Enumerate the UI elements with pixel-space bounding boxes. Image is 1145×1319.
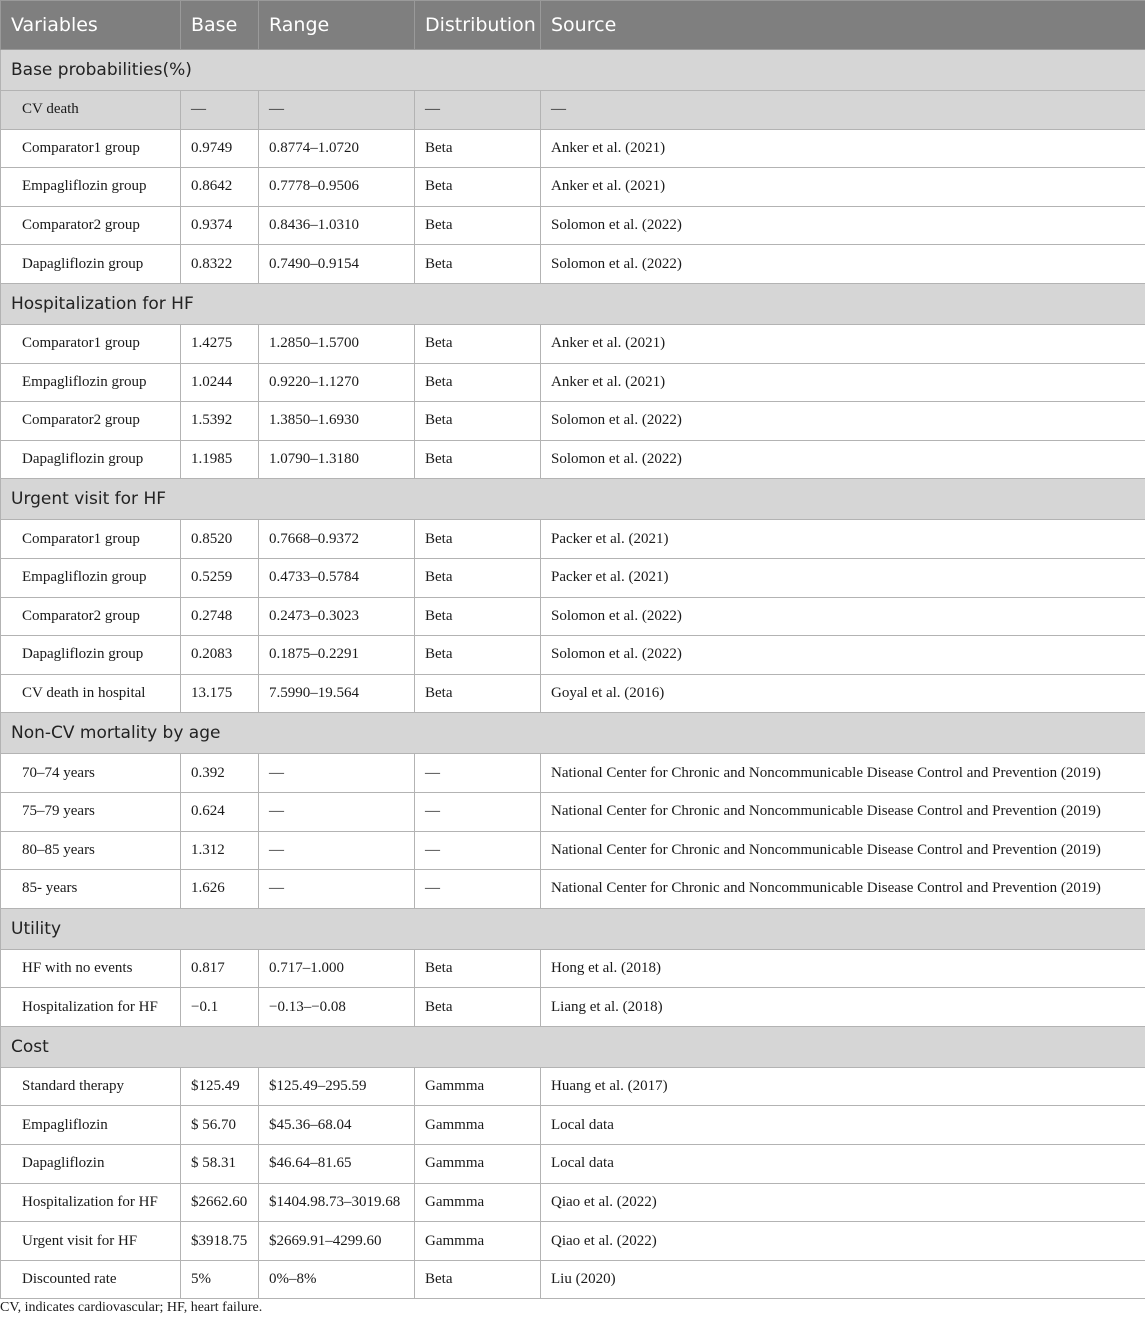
source-cell: Liang et al. (2018) [541, 988, 1145, 1027]
base-cell: 1.5392 [181, 402, 259, 441]
range-cell: $46.64–81.65 [259, 1145, 415, 1184]
variable-cell: 70–74 years [1, 754, 181, 793]
section-header-row [1, 1026, 1145, 1067]
variable-cell: HF with no events [1, 949, 181, 988]
base-cell: −0.1 [181, 988, 259, 1027]
base-cell: 0.392 [181, 754, 259, 793]
variable-cell: 80–85 years [1, 831, 181, 870]
table-row [1, 440, 1145, 479]
variable-cell: Comparator1 group [1, 520, 181, 559]
distribution-cell: — [415, 870, 541, 909]
table-row [1, 870, 1145, 909]
distribution-cell: Beta [415, 402, 541, 441]
table-row [1, 1145, 1145, 1184]
range-cell: — [259, 754, 415, 793]
range-cell: 0.7778–0.9506 [259, 168, 415, 207]
source-cell: Anker et al. (2021) [541, 129, 1145, 168]
section-header-row [1, 50, 1145, 91]
base-cell: $3918.75 [181, 1222, 259, 1261]
distribution-cell: Gammma [415, 1183, 541, 1222]
variable-cell: CV death in hospital [1, 674, 181, 713]
range-cell: 0.4733–0.5784 [259, 558, 415, 597]
table-row [1, 245, 1145, 284]
source-cell: Solomon et al. (2022) [541, 245, 1145, 284]
base-cell: 0.9374 [181, 206, 259, 245]
range-cell: — [259, 870, 415, 909]
base-cell: 1.312 [181, 831, 259, 870]
range-cell: 0.7490–0.9154 [259, 245, 415, 284]
table-row [1, 1222, 1145, 1261]
distribution-cell: Beta [415, 949, 541, 988]
table-row [1, 1183, 1145, 1222]
base-cell: 1.0244 [181, 363, 259, 402]
column-header-variables: Variables [1, 1, 181, 50]
table-row [1, 636, 1145, 675]
table-row [1, 168, 1145, 207]
distribution-cell: Beta [415, 363, 541, 402]
base-cell: 1.626 [181, 870, 259, 909]
table-row [1, 674, 1145, 713]
variable-cell: 75–79 years [1, 792, 181, 831]
range-cell: 7.5990–19.564 [259, 674, 415, 713]
range-cell: 0.8774–1.0720 [259, 129, 415, 168]
variable-cell: Dapagliflozin group [1, 440, 181, 479]
distribution-cell: Beta [415, 168, 541, 207]
range-cell: 0.1875–0.2291 [259, 636, 415, 675]
variable-cell: 85- years [1, 870, 181, 909]
variable-cell: Dapagliflozin group [1, 245, 181, 284]
section-title: Hospitalization for HF [1, 283, 1145, 324]
source-cell: Liu (2020) [541, 1260, 1145, 1299]
base-cell: 0.8520 [181, 520, 259, 559]
distribution-cell: Beta [415, 245, 541, 284]
source-cell: National Center for Chronic and Noncommunicable Disease Control and Prevention (2019) [541, 792, 1145, 831]
source-cell: Solomon et al. (2022) [541, 597, 1145, 636]
source-cell: Goyal et al. (2016) [541, 674, 1145, 713]
source-cell: Solomon et al. (2022) [541, 636, 1145, 675]
table-row [1, 988, 1145, 1027]
base-cell: $ 56.70 [181, 1106, 259, 1145]
table-row [1, 792, 1145, 831]
range-cell: 0.7668–0.9372 [259, 520, 415, 559]
table-row [1, 91, 1145, 130]
table-footnote: CV, indicates cardiovascular; HF, heart failure. [0, 1300, 263, 1315]
distribution-cell: Beta [415, 988, 541, 1027]
table-row [1, 206, 1145, 245]
range-cell: — [259, 91, 415, 130]
section-title: Urgent visit for HF [1, 479, 1145, 520]
range-cell: 0.717–1.000 [259, 949, 415, 988]
source-cell: Solomon et al. (2022) [541, 402, 1145, 441]
base-cell: 0.624 [181, 792, 259, 831]
source-cell: Qiao et al. (2022) [541, 1222, 1145, 1261]
base-cell: 0.5259 [181, 558, 259, 597]
base-cell: 0.2748 [181, 597, 259, 636]
source-cell: National Center for Chronic and Noncommunicable Disease Control and Prevention (2019) [541, 870, 1145, 909]
column-header-distribution: Distribution [415, 1, 541, 50]
table-row [1, 363, 1145, 402]
header-row [1, 1, 1145, 50]
section-title: Utility [1, 908, 1145, 949]
column-header-source: Source [541, 1, 1145, 50]
variable-cell: Urgent visit for HF [1, 1222, 181, 1261]
distribution-cell: Beta [415, 636, 541, 675]
variable-cell: Empagliflozin group [1, 363, 181, 402]
table-row [1, 324, 1145, 363]
source-cell: National Center for Chronic and Noncommunicable Disease Control and Prevention (2019) [541, 754, 1145, 793]
distribution-cell: — [415, 754, 541, 793]
column-header-range: Range [259, 1, 415, 50]
distribution-cell: Beta [415, 324, 541, 363]
distribution-cell: Beta [415, 129, 541, 168]
table-row [1, 597, 1145, 636]
range-cell: 1.3850–1.6930 [259, 402, 415, 441]
table-header [1, 1, 1145, 50]
source-cell: Local data [541, 1145, 1145, 1184]
variable-cell: Comparator2 group [1, 206, 181, 245]
section-header-row [1, 479, 1145, 520]
range-cell: −0.13–−0.08 [259, 988, 415, 1027]
variable-cell: Comparator2 group [1, 597, 181, 636]
table-row [1, 754, 1145, 793]
variable-cell: Empagliflozin group [1, 168, 181, 207]
base-cell: 0.817 [181, 949, 259, 988]
distribution-cell: Gammma [415, 1222, 541, 1261]
distribution-cell: Beta [415, 440, 541, 479]
distribution-cell: Gammma [415, 1067, 541, 1106]
variable-cell: Comparator1 group [1, 129, 181, 168]
range-cell: 0.2473–0.3023 [259, 597, 415, 636]
range-cell: $125.49–295.59 [259, 1067, 415, 1106]
range-cell: $45.36–68.04 [259, 1106, 415, 1145]
base-cell: 1.1985 [181, 440, 259, 479]
base-cell: 0.9749 [181, 129, 259, 168]
distribution-cell: — [415, 831, 541, 870]
distribution-cell: Gammma [415, 1145, 541, 1184]
variable-cell: Comparator1 group [1, 324, 181, 363]
source-cell: Hong et al. (2018) [541, 949, 1145, 988]
table-row [1, 949, 1145, 988]
base-cell: 1.4275 [181, 324, 259, 363]
source-cell: Packer et al. (2021) [541, 558, 1145, 597]
table-row [1, 1106, 1145, 1145]
source-cell: Anker et al. (2021) [541, 363, 1145, 402]
distribution-cell: Beta [415, 558, 541, 597]
variable-cell: Comparator2 group [1, 402, 181, 441]
variable-cell: Standard therapy [1, 1067, 181, 1106]
source-cell: Packer et al. (2021) [541, 520, 1145, 559]
range-cell: 0.8436–1.0310 [259, 206, 415, 245]
table-row [1, 129, 1145, 168]
base-cell: 5% [181, 1260, 259, 1299]
source-cell: Anker et al. (2021) [541, 168, 1145, 207]
source-cell: — [541, 91, 1145, 130]
source-cell: Solomon et al. (2022) [541, 440, 1145, 479]
variable-cell: Hospitalization for HF [1, 988, 181, 1027]
variable-cell: Empagliflozin [1, 1106, 181, 1145]
variable-cell: Dapagliflozin [1, 1145, 181, 1184]
column-header-base: Base [181, 1, 259, 50]
table-row [1, 1260, 1145, 1299]
variable-cell: Dapagliflozin group [1, 636, 181, 675]
variable-cell: CV death [1, 91, 181, 130]
table-body [1, 50, 1145, 1299]
source-cell: Solomon et al. (2022) [541, 206, 1145, 245]
range-cell: 1.0790–1.3180 [259, 440, 415, 479]
base-cell: $ 58.31 [181, 1145, 259, 1184]
section-title: Non-CV mortality by age [1, 713, 1145, 754]
source-cell: Huang et al. (2017) [541, 1067, 1145, 1106]
table-row [1, 402, 1145, 441]
base-cell: 13.175 [181, 674, 259, 713]
distribution-cell: Beta [415, 520, 541, 559]
base-cell: 0.8322 [181, 245, 259, 284]
variable-cell: Empagliflozin group [1, 558, 181, 597]
section-header-row [1, 713, 1145, 754]
base-cell: $2662.60 [181, 1183, 259, 1222]
table-row [1, 1067, 1145, 1106]
range-cell: 0%–8% [259, 1260, 415, 1299]
distribution-cell: Beta [415, 674, 541, 713]
range-cell: 1.2850–1.5700 [259, 324, 415, 363]
base-cell: $125.49 [181, 1067, 259, 1106]
distribution-cell: Beta [415, 206, 541, 245]
distribution-cell: — [415, 91, 541, 130]
range-cell: $1404.98.73–3019.68 [259, 1183, 415, 1222]
section-title: Cost [1, 1026, 1145, 1067]
source-cell: National Center for Chronic and Noncommunicable Disease Control and Prevention (2019) [541, 831, 1145, 870]
source-cell: Anker et al. (2021) [541, 324, 1145, 363]
source-cell: Local data [541, 1106, 1145, 1145]
variable-cell: Discounted rate [1, 1260, 181, 1299]
table-row [1, 558, 1145, 597]
section-title: Base probabilities(%) [1, 50, 1145, 91]
section-header-row [1, 908, 1145, 949]
range-cell: 0.9220–1.1270 [259, 363, 415, 402]
base-cell: — [181, 91, 259, 130]
base-cell: 0.2083 [181, 636, 259, 675]
source-cell: Qiao et al. (2022) [541, 1183, 1145, 1222]
section-header-row [1, 283, 1145, 324]
variable-cell: Hospitalization for HF [1, 1183, 181, 1222]
range-cell: — [259, 831, 415, 870]
table-row [1, 831, 1145, 870]
distribution-cell: — [415, 792, 541, 831]
distribution-cell: Beta [415, 1260, 541, 1299]
range-cell: — [259, 792, 415, 831]
range-cell: $2669.91–4299.60 [259, 1222, 415, 1261]
base-cell: 0.8642 [181, 168, 259, 207]
distribution-cell: Gammma [415, 1106, 541, 1145]
table-row [1, 520, 1145, 559]
distribution-cell: Beta [415, 597, 541, 636]
